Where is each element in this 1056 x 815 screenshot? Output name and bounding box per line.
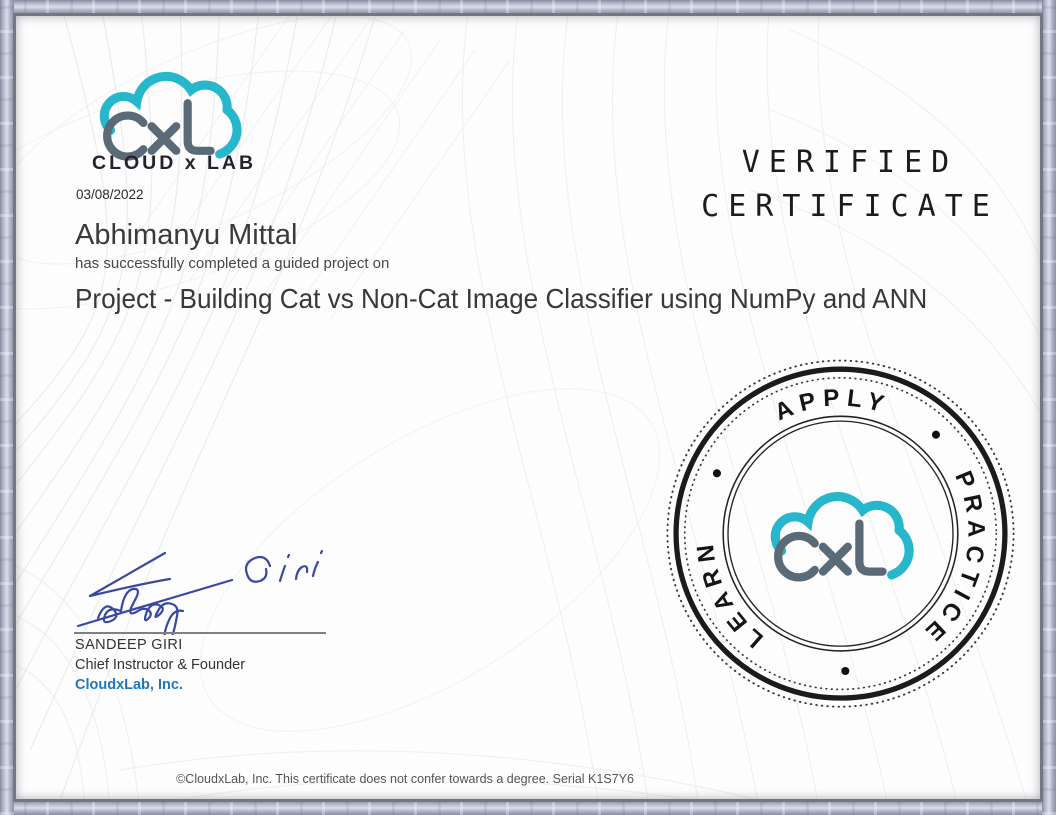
seal-dot bbox=[841, 667, 849, 675]
verified-certificate-heading bbox=[690, 141, 1010, 229]
verified-line1: VERIFIED bbox=[741, 145, 959, 180]
recipient-name: Abhimanyu Mittal bbox=[75, 219, 298, 251]
footer-disclaimer: ©CloudxLab, Inc. This certificate does not confer towards a degree. Serial K1S7Y6 bbox=[176, 772, 634, 786]
issue-date: 03/08/2022 bbox=[76, 187, 144, 202]
seal-cloudxlab-logo-icon bbox=[775, 497, 909, 578]
seal-double-circle-inner bbox=[728, 421, 953, 646]
seal-outer-dotted-ring bbox=[667, 361, 1013, 707]
verified-line2: CERTIFICATE bbox=[701, 189, 999, 224]
signatory-name: SANDEEP GIRI bbox=[75, 637, 183, 653]
seal-double-circle-outer bbox=[723, 416, 958, 651]
seal-inner-dotted-ring bbox=[685, 378, 997, 690]
signatory-title: Chief Instructor & Founder bbox=[75, 657, 246, 673]
project-title: Project - Building Cat vs Non-Cat Image Classifier using NumPy and ANN bbox=[75, 283, 928, 314]
signatory-organization-link[interactable]: CloudxLab, Inc. bbox=[75, 677, 183, 693]
learn-apply-practice-seal bbox=[653, 349, 1028, 724]
seal-word-apply: APPLY bbox=[770, 384, 894, 427]
completion-text: has successfully completed a guided project on bbox=[75, 255, 390, 272]
seal-solid-ring bbox=[676, 369, 1005, 698]
brand-wordmark: CLOUD x LAB bbox=[92, 152, 257, 174]
seal-dot bbox=[713, 469, 721, 477]
svg-text:APPLY bbox=[771, 384, 893, 426]
signature-handwriting bbox=[70, 540, 340, 635]
seal-word-learn: LEARN bbox=[691, 536, 769, 654]
signature-rule bbox=[74, 632, 326, 634]
seal-word-practice: PRACTICE bbox=[915, 467, 990, 651]
seal-dot bbox=[932, 431, 940, 439]
